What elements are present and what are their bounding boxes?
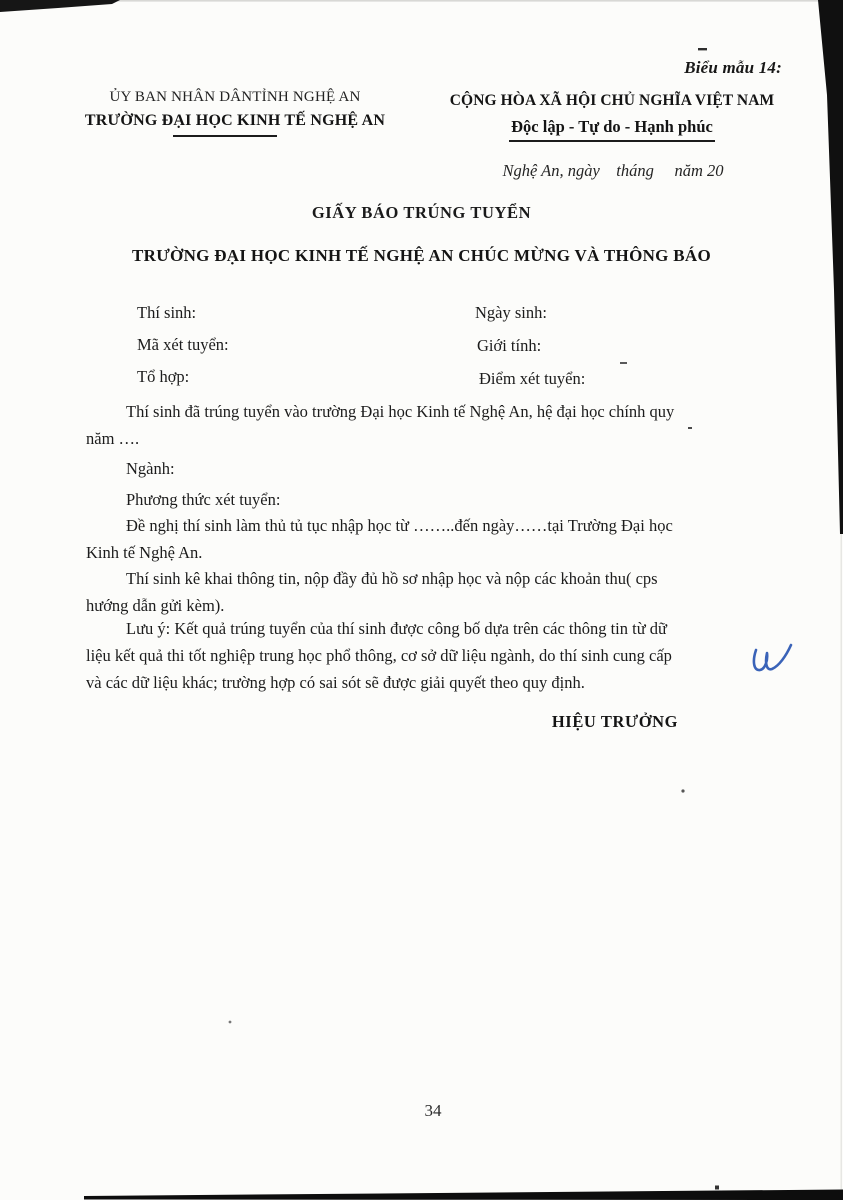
paragraph-line: liệu kết quả thi tốt nghiệp trung học phổ thông, cơ sở dữ liệu ngành, do thí sinh cung cấp [86,646,672,665]
paragraph-line: Thí sinh đã trúng tuyển vào trường Đại học Kinh tế Nghệ An, hệ đại học chính quy [126,402,675,421]
scan-corner-mark [0,0,120,12]
national-title: CỘNG HÒA XÃ HỘI CHỦ NGHĨA VIỆT NAM [449,92,775,109]
scan-speck [681,789,684,792]
scan-right-edge-wedge [818,0,843,534]
scan-bottom-bar [84,1190,843,1200]
date-line: Nghệ An, ngày tháng năm 20 [502,161,724,180]
paragraph-note [86,615,780,696]
field-candidate-name: Thí sinh: [137,303,197,322]
national-motto: Độc lập - Tự do - Hạnh phúc [509,114,715,142]
field-subject-combination: Tổ hợp: [137,367,190,386]
paragraph-enrollment-request [86,512,780,566]
field-admission-score: Điểm xét tuyển: [479,369,586,388]
signature-title: HIỆU TRƯỞNG [551,712,679,731]
issuer-parent-org: ỦY BAN NHÂN DÂNTỈNH NGHỆ AN [109,89,361,105]
form-number-label: Biểu mẫu 14: [684,58,782,77]
field-date-of-birth: Ngày sinh: [475,303,547,322]
national-header-block [437,90,787,142]
issuer-block [75,87,395,137]
scan-speck [620,362,627,364]
document-subtitle: TRƯỜNG ĐẠI HỌC KINH TẾ NGHỆ AN CHÚC MỪNG VÀ THÔNG BÁO [132,246,711,265]
paragraph-documents-fees [86,565,780,619]
paragraph-admission-statement [86,398,780,452]
paragraph-line: Đề nghị thí sinh làm thủ tủ tục nhập học từ ……..đến ngày……tại Trường Đại học [126,516,673,535]
paragraph-line: năm …. [86,429,140,448]
scan-speck [715,1186,719,1190]
paragraph-line: Kinh tế Nghệ An. [86,543,203,562]
scan-speck [698,48,707,50]
paragraph-line: Lưu ý: Kết quả trúng tuyển của thí sinh được công bố dựa trên các thông tin từ dữ [126,619,667,638]
paragraph-line: Thí sinh kê khai thông tin, nộp đầy đủ hồ sơ nhập học và nộp các khoản thu( cps [126,569,658,588]
scan-speck [229,1021,232,1024]
page-number: 34 [424,1101,442,1120]
field-gender: Giới tính: [477,336,542,355]
field-major: Ngành: [126,459,175,478]
paragraph-line: hướng dẫn gửi kèm). [86,596,225,615]
issuer-university-name: TRƯỜNG ĐẠI HỌC KINH TẾ NGHỆ AN [84,111,386,129]
paragraph-line: và các dữ liệu khác; trường hợp có sai sót sẽ được giải quyết theo quy định. [86,673,585,692]
document-title: GIẤY BÁO TRÚNG TUYỂN [311,203,532,222]
field-admission-method: Phương thức xét tuyển: [126,490,281,509]
scan-top-edge-line [0,0,822,2]
field-admission-code: Mã xét tuyển: [137,335,229,354]
issuer-underline [173,135,277,137]
